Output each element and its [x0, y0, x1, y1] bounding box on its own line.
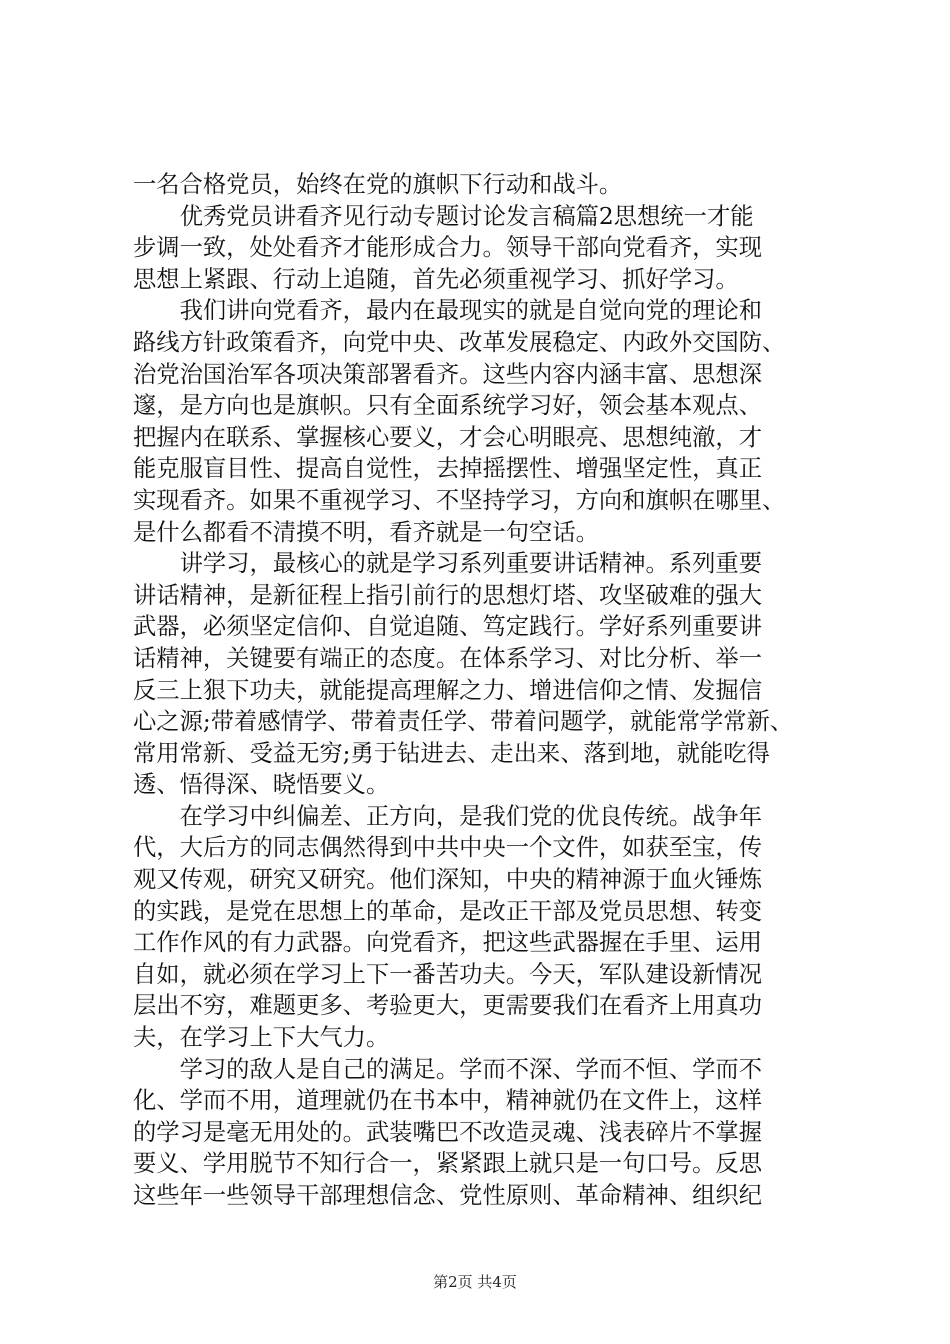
text-line: 化、学而不用，道理就仍在书本中，精神就仍在文件上，这样 — [133, 1087, 763, 1115]
text-line: 心之源;带着感情学、带着责任学、带着问题学，就能常学常新、 — [133, 708, 794, 736]
text-line: 治党治国治军各项决策部署看齐。这些内容内涵丰富、思想深 — [133, 360, 763, 388]
text-line: 的实践，是党在思想上的革命，是改正干部及党员思想、转变 — [133, 897, 763, 925]
text-line: 是什么都看不清摸不明，看齐就是一句空话。 — [133, 518, 599, 546]
text-line: 常用常新、受益无穷;勇于钻进去、走出来、落到地，就能吃得 — [133, 739, 770, 767]
text-line: 路线方针政策看齐，向党中央、改革发展稳定、内政外交国防、 — [133, 328, 786, 356]
text-line: 武器，必须坚定信仰、自觉追随、笃定践行。学好系列重要讲 — [133, 613, 763, 641]
text-line: 工作作风的有力武器。向党看齐，把这些武器握在手里、运用 — [133, 929, 763, 957]
text-line: 讲学习，最核心的就是学习系列重要讲话精神。系列重要 — [133, 550, 763, 578]
document-body — [133, 169, 833, 1212]
text-line: 自如，就必须在学习上下一番苦功夫。今天，军队建设新情况 — [133, 960, 763, 988]
text-line: 能克服盲目性、提高自觉性，去掉摇摆性、增强坚定性，真正 — [133, 455, 763, 483]
text-line: 夫，在学习上下大气力。 — [133, 1024, 390, 1052]
text-line: 反三上狠下功夫，就能提高理解之力、增进信仰之情、发掘信 — [133, 676, 763, 704]
text-line: 的学习是毫无用处的。武装嘴巴不改造灵魂、浅表碎片不掌握 — [133, 1118, 763, 1146]
text-line: 一名合格党员，始终在党的旗帜下行动和战斗。 — [133, 171, 623, 198]
text-line: 代，大后方的同志偶然得到中共中央一个文件，如获至宝，传 — [133, 834, 763, 862]
text-line: 透、悟得深、晓悟要义。 — [133, 771, 390, 799]
text-line: 讲话精神，是新征程上指引前行的思想灯塔、攻坚破难的强大 — [133, 581, 763, 609]
text-line: 学习的敌人是自己的满足。学而不深、学而不恒、学而不 — [133, 1055, 763, 1083]
text-line: 步调一致，处处看齐才能形成合力。领导干部向党看齐，实现 — [133, 234, 763, 262]
text-line: 把握内在联系、掌握核心要义，才会心明眼亮、思想纯澈，才 — [133, 423, 763, 451]
text-line: 这些年一些领导干部理想信念、党性原则、革命精神、组织纪 — [133, 1182, 763, 1209]
text-line: 邃，是方向也是旗帜。只有全面系统学习好，领会基本观点、 — [133, 392, 763, 420]
text-line: 观又传观，研究又研究。他们深知，中央的精神源于血火锤炼 — [133, 866, 763, 894]
text-line: 优秀党员讲看齐见行动专题讨论发言稿篇2思想统一才能 — [133, 202, 754, 230]
text-line: 要义、学用脱节不知行合一，紧紧跟上就只是一句口号。反思 — [133, 1150, 763, 1178]
text-line: 我们讲向党看齐，最内在最现实的就是自觉向党的理论和 — [133, 297, 763, 325]
text-line: 思想上紧跟、行动上追随，首先必须重视学习、抓好学习。 — [133, 265, 739, 293]
text-line: 层出不穷，难题更多、考验更大，更需要我们在看齐上用真功 — [133, 992, 763, 1020]
text-line: 实现看齐。如果不重视学习、不坚持学习，方向和旗帜在哪里、 — [133, 486, 786, 514]
text-line: 在学习中纠偏差、正方向，是我们党的优良传统。战争年 — [133, 802, 763, 830]
page-number-footer: 第2页 共4页 — [433, 1273, 517, 1291]
text-line: 话精神，关键要有端正的态度。在体系学习、对比分析、举一 — [133, 644, 763, 672]
